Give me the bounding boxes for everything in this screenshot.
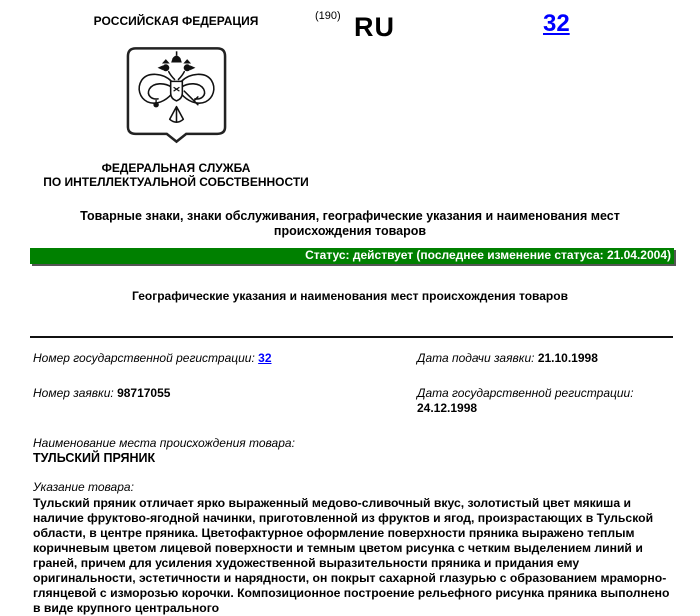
filing-date-value: 21.10.1998 <box>537 351 598 365</box>
russia-coat-of-arms-emblem <box>126 46 227 144</box>
reg-date-label: Дата государственной регистрации: <box>417 386 634 400</box>
country-code-ru: RU <box>354 12 395 42</box>
agency-name <box>30 161 322 189</box>
filing-date-row <box>417 351 670 366</box>
goods-indication-block <box>33 480 670 616</box>
reg-number-value-link[interactable]: 32 <box>258 351 272 365</box>
reg-date-value: 24.12.1998 <box>417 401 478 415</box>
reg-date-row <box>417 386 670 416</box>
register-subsection-title: Географические указания и наименования мест происхождения товаров <box>132 289 568 303</box>
inid-code-190: (190) <box>315 10 341 22</box>
appellation-block <box>33 436 670 465</box>
registration-number-link-top[interactable]: 32 <box>543 10 570 37</box>
document-header <box>0 0 700 189</box>
goods-indication-label: Указание товара: <box>33 480 134 494</box>
agency-name-line1: ФЕДЕРАЛЬНАЯ СЛУЖБА <box>101 161 251 175</box>
reg-number-label: Номер государственной регистрации: <box>33 351 255 365</box>
app-number-value: 98717055 <box>117 386 171 400</box>
reg-number-row <box>33 351 417 366</box>
status-bar <box>30 248 674 264</box>
agency-name-line2: ПО ИНТЕЛЛЕКТУАЛЬНОЙ СОБСТВЕННОСТИ <box>43 175 309 189</box>
country-name: РОССИЙСКАЯ ФЕДЕРАЦИЯ <box>93 14 259 28</box>
register-section-title: Товарные знаки, знаки обслуживания, географические указания и наименования мест происхождения товаров <box>80 209 620 238</box>
details-left-column <box>33 351 417 436</box>
registration-details <box>33 351 670 436</box>
header-left-block <box>30 0 322 189</box>
status-text: Статус: действует (последнее изменение статуса: 21.04.2004) <box>305 248 671 262</box>
filing-date-label: Дата подачи заявки: <box>417 351 535 365</box>
app-number-row <box>33 386 417 401</box>
goods-indication-text: Тульский пряник отличает ярко выраженный медово-сливочный вкус, золотистый цвет мякиша и наличие фруктово-ягодной начинки, приготовленной из фруктов и ягод, произрастающих в Тульской области, в центре пряника. Цветофактурное оформление поверхности пряника выражено теплым коричневым цветом лицевой поверхности и темным цветом рисунка с четким выделением линий и граней, причем для усиления художественной выразительности пряника и придания ему оригинальности, эстетичности и нарядности, он покрыт сахарной глазурью с образованием мраморно-глянцевой с изморозью корочки. Композиционное построение рельефного рисунка пряника выполнено в виде крупного центрального <box>33 496 670 615</box>
app-number-label: Номер заявки: <box>33 386 114 400</box>
appellation-value: ТУЛЬСКИЙ ПРЯНИК <box>33 451 156 465</box>
details-right-column <box>417 351 670 436</box>
appellation-label: Наименование места происхождения товара: <box>33 436 295 450</box>
horizontal-divider <box>30 336 673 338</box>
